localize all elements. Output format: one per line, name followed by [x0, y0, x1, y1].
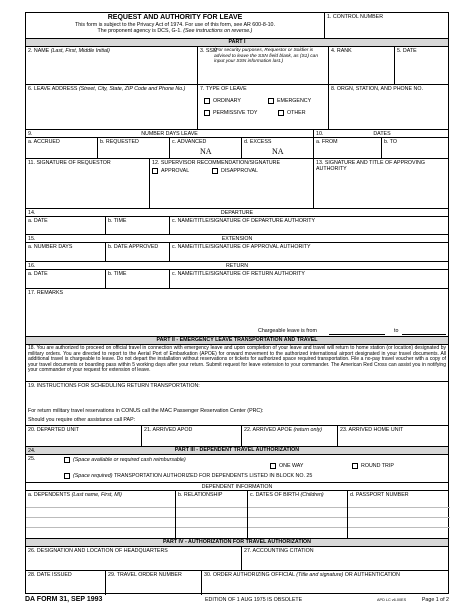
dependents-table [26, 491, 448, 539]
approving-authority-field[interactable]: 13. SIGNATURE AND TITLE OF APPROVING AUTHORITY [316, 160, 426, 172]
name-field[interactable]: 2. NAME (Last, First, Middle Initial) [26, 47, 198, 84]
requested-field[interactable]: b. REQUESTED [98, 138, 170, 158]
return-time-field[interactable]: b. TIME [106, 270, 170, 288]
departure-title: DEPARTURE [220, 210, 254, 216]
checkbox-other[interactable]: OTHER [278, 109, 306, 117]
ssn-field[interactable]: 3. SSN (For security purposes, Requestor or Soldier is advised to leave the SSN field blank, as (S1) can input your SSN information last.) [198, 47, 329, 84]
paragraph-18: 18. You are authorized to proceed on official travel in connection with emergency leave and upon completion of your leave and travel will return to home station (or location) designated by military orders. You are directed to report to the Aerial Port of Embarkation (APOE) for onward movement to the authorized international airport designated in your travel documents. All additional travel is chargeable to leave. Do not depart the installation without reservations or tickets for authorized space required transportation. File a no-pay travel voucher with a copy of your travel documents or boarding pass within 5 working days after your return. Submit request for leave extension to your commander. The American Red Cross can assist you in notifying your commander of your request for extension of leave. [28, 345, 446, 374]
arrived-apod-field[interactable]: 21. ARRIVED APOD [142, 426, 242, 446]
extension-title: EXTENSION [221, 236, 253, 242]
date-issued-field[interactable]: 28. DATE ISSUED [26, 571, 106, 595]
form-id: DA FORM 31, SEP 1993 [25, 596, 103, 603]
edition-note: EDITION OF 1 AUG 1975 IS OBSOLETE [205, 597, 303, 603]
dependent-info-title: DEPENDENT INFORMATION [201, 484, 273, 490]
designation-field[interactable]: 26. DESIGNATION AND LOCATION OF HEADQUARTERS [26, 547, 242, 570]
dates-title: DATES [373, 131, 391, 137]
advanced-field[interactable]: c. ADVANCED NA [170, 138, 242, 158]
paragraph-19: 19. INSTRUCTIONS FOR SCHEDULING RETURN TRANSPORTATION: [28, 383, 200, 389]
arrived-home-unit-field[interactable]: 23. ARRIVED HOME UNIT [340, 427, 404, 433]
arrived-apoe-field[interactable]: 22. ARRIVED APOE (return only) [242, 426, 338, 446]
checkbox-disapproval[interactable]: DISAPPROVAL [212, 167, 258, 175]
apd-code: APD LC v6.00ES [377, 598, 407, 602]
passport-column[interactable]: d. PASSPORT NUMBER [348, 491, 450, 538]
checkbox-one-way[interactable]: ONE WAY [270, 462, 303, 470]
proponent-note: (See instructions on reverse.) [183, 28, 253, 34]
leave-form: REQUEST AND AUTHORITY FOR LEAVE This form is subject to the Privacy Act of 1974. For use of this form, see AR 600-8-10. The proponent agency is DCS, G-1. (See instructions on reverse.) 1. CONTROL NUMBER PART I 2. NAME (Last, First, Middle Initial) 3. SSN (For security purposes, Requestor or Soldier is advised to leave the SSN field blank, as (S1) can input your SSN information last.) 4. RANK 5. DATE 6. LEAVE ADDRESS (Street, City, State, ZIP Code and Phone No.) 7. TYPE OF LEAVE ORDINARY EMERGENCY PERMISSIVE TDY OTHER 8. ORGN, STATION, AND PHONE NO. 9. NUMBER DAYS LEAVE 10. DATES a. ACCRUED b. REQUESTED c. ADVANCED NA d. EXCESS NA a. FROM b. TO 11. SIGNATURE OF REQUESTOR 12. SUPERVISOR RECOMMENDATION/SIGNATURE APPROVAL DISAPPROVAL 13. SIGNATURE AND TITLE OF APPROVING AUTHORITY 14. DEPARTURE a. DATE b. TIME c. NAME/TITLE/SIGNATURE OF DEPARTURE AUTHORITY 15. EXTENSION a. NUMBER DAYS b. DATE APPROVED c. NAME/TITLE/SIGNATURE OF APPROVAL AUTHORITY 16. RETURN a. DATE b. TIME c. NAME/TITLE/SIGNATURE OF RETURN AUTHORITY 17. REMARKS Chargeable leave is from to PART II - EMERGENCY LEAVE TRANSPORTATION AND TRAVEL 18. You are authorized to proceed on official travel in connection with emergency leave and upon completion of your leave and travel will return to home station (or location) designated by military orders. You are directed to report to the Aerial Port of Embarkation (APOE) for onward movement to the authorized international airport designated in your travel documents. All additional travel is chargeable to leave. Do not depart the installation without reservations or tickets for authorized space required transportation. File a no-pay travel voucher with a copy of your travel documents or boarding pass within 5 working days after your return. Submit request for leave extension to your commander. The American Red Cross can assist you in notifying your commander of your request for extension of leave. 19. INSTRUCTIONS FOR SCHEDULING RETURN TRANSPORTATION: For return military travel reservations in CONUS call the MAC Passenger Reservation Center (PRC): Should you require other assistance call PAP: 20. DEPARTED UNIT 21. ARRIVED APOD 22. ARRIVED APOE (return only) 23. ARRIVED HOME UNIT 24. PART III - DEPENDENT TRAVEL AUTHORIZATION 25. (Space available or required cash reimbursable) ONE WAY ROUND TRIP (Space required) TRANSPORTATION AUTHORIZED FOR DEPENDENTS LISTED IN BLOCK NO. 25 DEPENDENT INFORMATION a. DEPENDENTS (Last name, First, MI) b. RELATIONSHIP c. DATES OF BIRTH (Children) d. PASSPORT NUMBER PART IV - AUTHORIZATION FOR TRAVEL AUTHORIZATION 26. DESIGNATION AND LOCATION OF HEADQUARTERS 27. ACCOUNTING CITATION 28. DATE ISSUED 29. TRAVEL ORDER NUMBER 30. ORDER AUTHORIZING OFFICIAL (Title and signature) OR AUTHENTICATION [25, 12, 449, 594]
departure-date-field[interactable]: a. DATE [26, 217, 106, 234]
number-days-title: NUMBER DAYS LEAVE [141, 131, 198, 137]
checkbox-emergency[interactable]: EMERGENCY [268, 97, 311, 105]
departure-authority-field[interactable]: c. NAME/TITLE/SIGNATURE OF DEPARTURE AUTHORITY [172, 218, 316, 224]
requestor-signature-field[interactable]: 11. SIGNATURE OF REQUESTOR [26, 159, 150, 208]
to-field[interactable]: b. TO [384, 139, 398, 145]
remarks-field[interactable]: 17. REMARKS Chargeable leave is from to [26, 289, 448, 337]
relationship-column[interactable]: b. RELATIONSHIP [176, 491, 248, 538]
order-authorizing-official-field[interactable]: 30. ORDER AUTHORIZING OFFICIAL (Title and signature) OR AUTHENTICATION [204, 572, 401, 578]
chargeable-to-field[interactable] [402, 334, 446, 335]
form-title: REQUEST AND AUTHORITY FOR LEAVE [107, 14, 243, 21]
leave-address-field[interactable]: 6. LEAVE ADDRESS (Street, City, State, ZIP Code and Phone No.) [26, 85, 198, 129]
rank-field[interactable]: 4. RANK [329, 47, 395, 84]
chargeable-from-field[interactable] [329, 334, 385, 335]
form-header [26, 13, 448, 39]
return-authority-field[interactable]: c. NAME/TITLE/SIGNATURE OF RETURN AUTHORITY [172, 271, 305, 277]
return-date-field[interactable]: a. DATE [26, 270, 106, 288]
return-title: RETURN [225, 263, 249, 269]
date-field[interactable]: 5. DATE [397, 48, 417, 54]
dob-column[interactable]: c. DATES OF BIRTH (Children) [248, 491, 348, 538]
part1-header: PART I [26, 39, 448, 47]
type-of-leave: 7. TYPE OF LEAVE ORDINARY EMERGENCY PERMISSIVE TDY OTHER [198, 85, 329, 129]
checkbox-approval[interactable]: APPROVAL [152, 167, 189, 175]
proponent: The proponent agency is DCS, G-1. [97, 28, 182, 34]
part2-header: PART II - EMERGENCY LEAVE TRANSPORTATION AND TRAVEL [26, 337, 448, 345]
departed-unit-field[interactable]: 20. DEPARTED UNIT [26, 426, 142, 446]
advanced-value: NA [200, 147, 212, 156]
accrued-field[interactable]: a. ACCRUED [26, 138, 98, 158]
page-number: Page 1 of 2 [421, 597, 449, 603]
control-number-field[interactable]: 1. CONTROL NUMBER [327, 14, 384, 20]
chargeable-label: Chargeable leave is from [258, 328, 317, 334]
extension-authority-field[interactable]: c. NAME/TITLE/SIGNATURE OF APPROVAL AUTHORITY [172, 244, 311, 250]
excess-field[interactable]: d. EXCESS NA [242, 138, 314, 158]
travel-order-number-field[interactable]: 29. TRAVEL ORDER NUMBER [106, 571, 202, 595]
part4-header: PART IV - AUTHORIZATION FOR TRAVEL AUTHORIZATION [26, 539, 448, 547]
checkbox-space-required[interactable]: (Space required) TRANSPORTATION AUTHORIZED FOR DEPENDENTS LISTED IN BLOCK NO. 25 [64, 472, 312, 480]
part3-header: 24. PART III - DEPENDENT TRAVEL AUTHORIZATION [26, 447, 448, 455]
checkbox-space-available[interactable]: (Space available or required cash reimbursable) [64, 456, 186, 464]
dependents-column[interactable]: a. DEPENDENTS (Last name, First, MI) [26, 491, 176, 538]
checkbox-round-trip[interactable]: ROUND TRIP [352, 462, 394, 470]
departure-time-field[interactable]: b. TIME [106, 217, 170, 234]
accounting-citation-field[interactable]: 27. ACCOUNTING CITATION [244, 548, 314, 554]
excess-value: NA [272, 147, 284, 156]
privacy-note: This form is subject to the Privacy Act of 1974. For use of this form, see AR 600-8-10. [75, 22, 275, 28]
chargeable-to-label: to [394, 328, 399, 334]
form-footer [25, 596, 449, 608]
assist-note: Should you require other assistance call PAP: [28, 417, 136, 423]
mac-note: For return military travel reservations in CONUS call the MAC Passenger Reservation Center (PRC): [28, 408, 264, 414]
from-field[interactable]: a. FROM [314, 138, 382, 158]
checkbox-permissive-tdy[interactable]: PERMISSIVE TDY [204, 109, 257, 117]
supervisor-recommendation: 12. SUPERVISOR RECOMMENDATION/SIGNATURE APPROVAL DISAPPROVAL [150, 159, 314, 208]
checkbox-ordinary[interactable]: ORDINARY [204, 97, 241, 105]
orgn-station-field[interactable]: 8. ORGN, STATION, AND PHONE NO. [331, 86, 423, 92]
extension-date-approved-field[interactable]: b. DATE APPROVED [106, 243, 170, 261]
extension-days-field[interactable]: a. NUMBER DAYS [26, 243, 106, 261]
